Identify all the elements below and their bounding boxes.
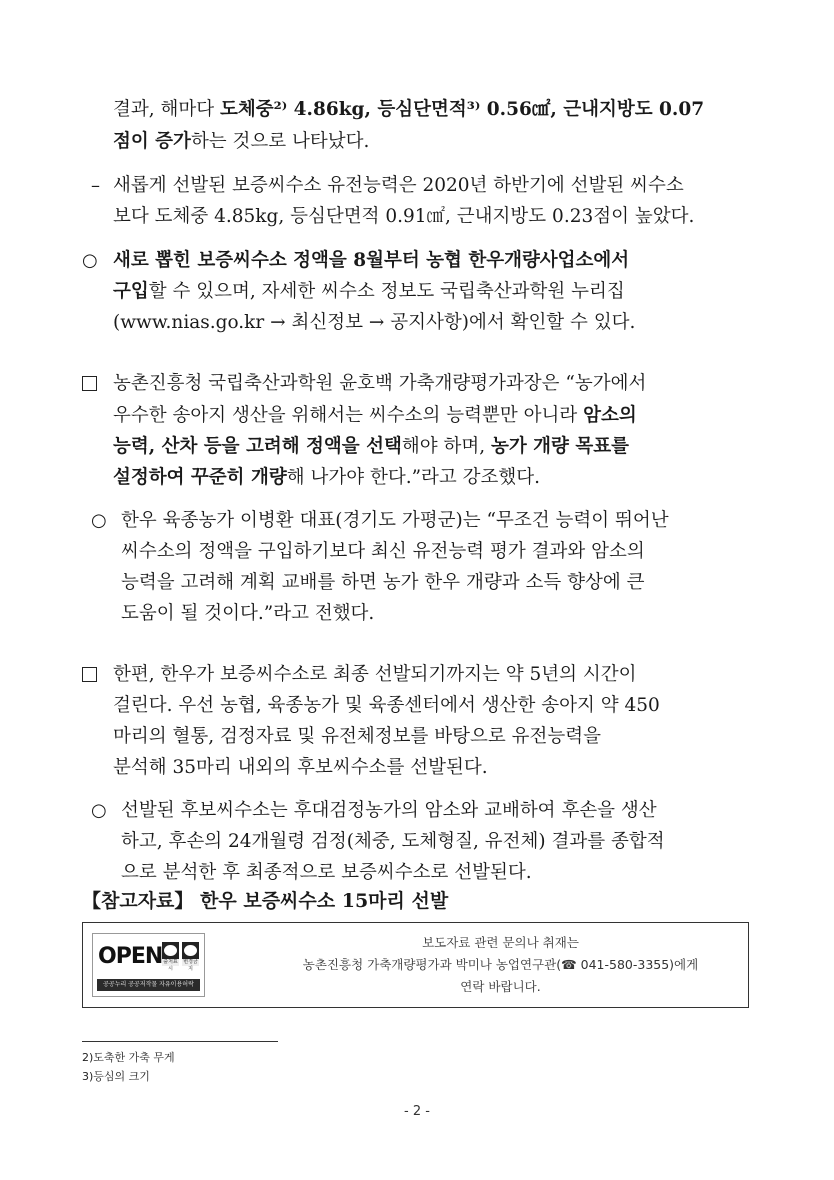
kogl-band: 공공누리 공공저작물 자유이용허락 xyxy=(97,979,200,991)
p1-line-2: 구입할 수 있으며, 자세한 씨수소 정보도 국립축산과학원 누리집 xyxy=(113,281,625,302)
no-derivatives-icon: 변경금지 xyxy=(182,942,199,966)
p2-line-1: 한우 육종농가 이병환 대표(경기도 가평군)는 “무조건 능력이 뛰어난 xyxy=(121,510,669,531)
p2-line-4: 도움이 될 것이다.”라고 전했다. xyxy=(121,603,375,624)
s1-line-2: 우수한 송아지 생산을 위해서는 씨수소의 능력뿐만 아니라 암소의 xyxy=(113,405,637,426)
p1-line-1: 새로 뽑힌 보증씨수소 정액을 8월부터 농협 한우개량사업소에서 xyxy=(113,250,630,271)
open-license-logo xyxy=(92,933,205,997)
s1-line-3: 능력, 산차 등을 고려해 정액을 선택해야 하며, 농가 개량 목표를 xyxy=(113,436,629,457)
s2-line-1: 한편, 한우가 보증씨수소로 최종 선발되기까지는 약 5년의 시간이 xyxy=(113,664,637,685)
dash-bullet-marker: – xyxy=(91,175,100,196)
p1-line-3: (www.nias.go.kr → 최신정보 → 공지사항)에서 확인할 수 있다. xyxy=(113,312,636,333)
circle-bullet-marker: ○ xyxy=(91,800,107,821)
contact-box xyxy=(82,922,749,1008)
s1-line-4: 설정하여 꾸준히 개량해 나가야 한다.”라고 강조했다. xyxy=(113,467,541,488)
p3-line-2: 하고, 후손의 24개월령 검정(체중, 도체형질, 유전체) 결과를 종합적 xyxy=(121,831,665,852)
contact-line-3: 연락 바랍니다. xyxy=(460,979,541,994)
s2-line-4: 분석해 35마리 내외의 후보씨수소를 선발된다. xyxy=(113,757,488,778)
open-logo-text: OPEN xyxy=(98,944,163,969)
contact-line-2: 농촌진흥청 가축개량평가과 박미나 농업연구관(☎ 041-580-3355)에게 xyxy=(302,957,699,972)
s2-line-2: 걸린다. 우선 농협, 육종농가 및 육종센터에서 생산한 송아지 약 450 xyxy=(113,695,660,716)
s2-line-3: 마리의 혈통, 검정자료 및 유전체정보를 바탕으로 유전능력을 xyxy=(113,726,601,747)
contact-line-1: 보도자료 관련 문의나 취재는 xyxy=(422,935,579,950)
p2-line-2: 씨수소의 정액을 구입하기보다 최신 유전능력 평가 결과와 암소의 xyxy=(121,541,645,562)
attribution-icon: 출처표시 xyxy=(162,942,179,966)
dash-bullet-line-2: 보다 도체중 4.85kg, 등심단면적 0.91㎠, 근내지방도 0.23점이 높았다. xyxy=(113,206,695,227)
p3-line-3: 으로 분석한 후 최종적으로 보증씨수소로 선발된다. xyxy=(121,862,532,883)
footnote-2: 2)도축한 가축 무게 xyxy=(82,1051,175,1064)
circle-bullet-marker: ○ xyxy=(91,510,107,531)
section-box-marker xyxy=(82,376,97,391)
p3-line-1: 선발된 후보씨수소는 후대검정농가의 암소와 교배하여 후손을 생산 xyxy=(121,800,657,821)
dash-bullet-line-1: 새롭게 선발된 보증씨수소 유전능력은 2020년 하반기에 선발된 씨수소 xyxy=(113,175,684,196)
footnote-divider xyxy=(82,1041,278,1042)
p2-line-3: 능력을 고려해 계획 교배를 하면 농가 한우 개량과 소득 향상에 큰 xyxy=(121,572,645,593)
reference-title: 【참고자료】 한우 보증씨수소 15마리 선발 xyxy=(82,890,449,912)
intro-line-2: 점이 증가하는 것으로 나타났다. xyxy=(113,131,370,152)
footnote-3: 3)등심의 크기 xyxy=(82,1070,150,1083)
circle-bullet-marker: ○ xyxy=(82,250,98,271)
section-box-marker xyxy=(82,667,97,682)
s1-line-1: 농촌진흥청 국립축산과학원 윤호백 가축개량평가과장은 “농가에서 xyxy=(113,373,647,394)
page-number: - 2 - xyxy=(404,1104,430,1119)
intro-line-1: 결과, 해마다 도체중²⁾ 4.86kg, 등심단면적³⁾ 0.56㎠, 근내지방도 0.07 xyxy=(113,99,705,120)
